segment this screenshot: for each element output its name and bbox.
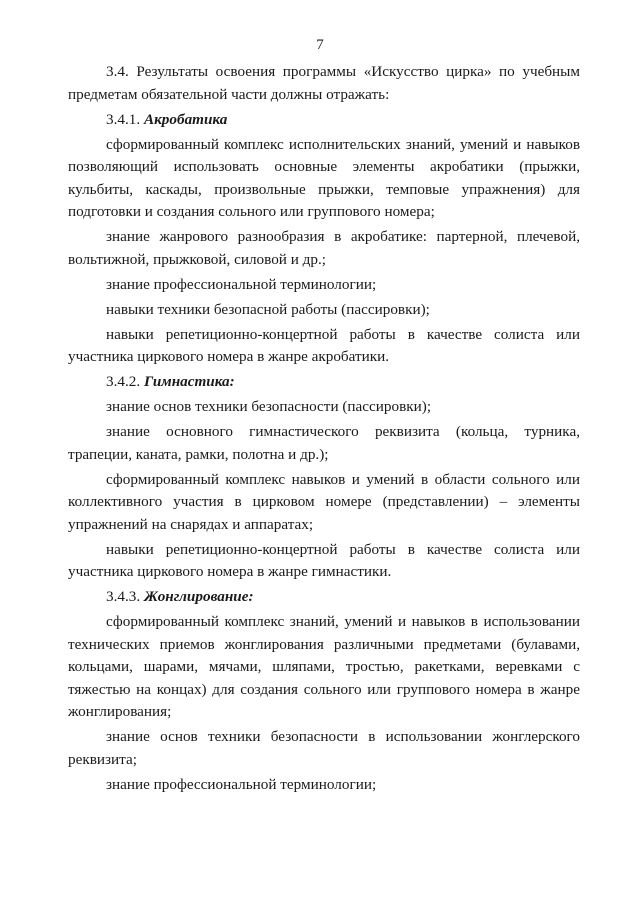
paragraph: сформированный комплекс навыков и умений в области сольного или коллективного участия в цирковом номере (представлении) – элементы упражнений на снарядах и аппаратах; xyxy=(68,470,580,533)
section-number: 3.4.2. xyxy=(106,373,144,390)
section-number: 3.4.1. xyxy=(106,110,144,128)
paragraph: знание основ техники безопасности (пассировки); xyxy=(106,398,432,415)
section-heading-gymnastics xyxy=(68,371,580,394)
section-heading-juggling xyxy=(68,586,580,609)
paragraph: знание основного гимнастического реквизита (кольца, турника, трапеции, каната, рамки, полотна и др.); xyxy=(68,423,580,463)
paragraph: навыки техники безопасной работы (пассировки); xyxy=(106,300,430,318)
section-number: 3.4.3. xyxy=(106,588,144,605)
paragraph: сформированный комплекс знаний, умений и навыков в использовании технических приемов жонглирования различными предметами (булавами, кольцами, шарами, мячами, шляпами, тростью, ракетками, веревками с тяжестью на концах) для создания сольного или группового номера в жанре жонглирования; xyxy=(68,613,580,720)
document-body xyxy=(68,61,580,799)
paragraph: навыки репетиционно-концертной работы в качестве солиста или участника циркового номера в жанре гимнастики. xyxy=(68,540,580,580)
paragraph: знание профессиональной терминологии; xyxy=(106,775,377,793)
paragraph: сформированный комплекс исполнительских знаний, умений и навыков позволяющий использовать основные элементы акробатики (прыжки, кульбиты, каскады, произвольные прыжки, темповые упражнения) для подготовки и создания сольного или группового номера; xyxy=(68,135,580,220)
paragraph: знание основ техники безопасности в использовании жонглерского реквизита; xyxy=(68,728,580,768)
paragraph: знание профессиональной терминологии; xyxy=(106,275,377,293)
section-title: Акробатика xyxy=(143,110,228,128)
paragraph: навыки репетиционно-концертной работы в качестве солиста или участника циркового номера в жанре акробатики. xyxy=(68,325,580,365)
paragraph-3-4-intro: 3.4. Результаты освоения программы «Искусство цирка» по учебным предметам обязательной части должны отражать: xyxy=(68,63,580,103)
section-title: Жонглирование: xyxy=(143,588,254,605)
page-number: 7 xyxy=(316,37,324,53)
paragraph: знание жанрового разнообразия в акробатике: партерной, плечевой, вольтижной, прыжковой, силовой и др.; xyxy=(68,228,580,268)
section-heading-acrobatics xyxy=(68,109,580,132)
section-title: Гимнастика: xyxy=(143,373,235,390)
